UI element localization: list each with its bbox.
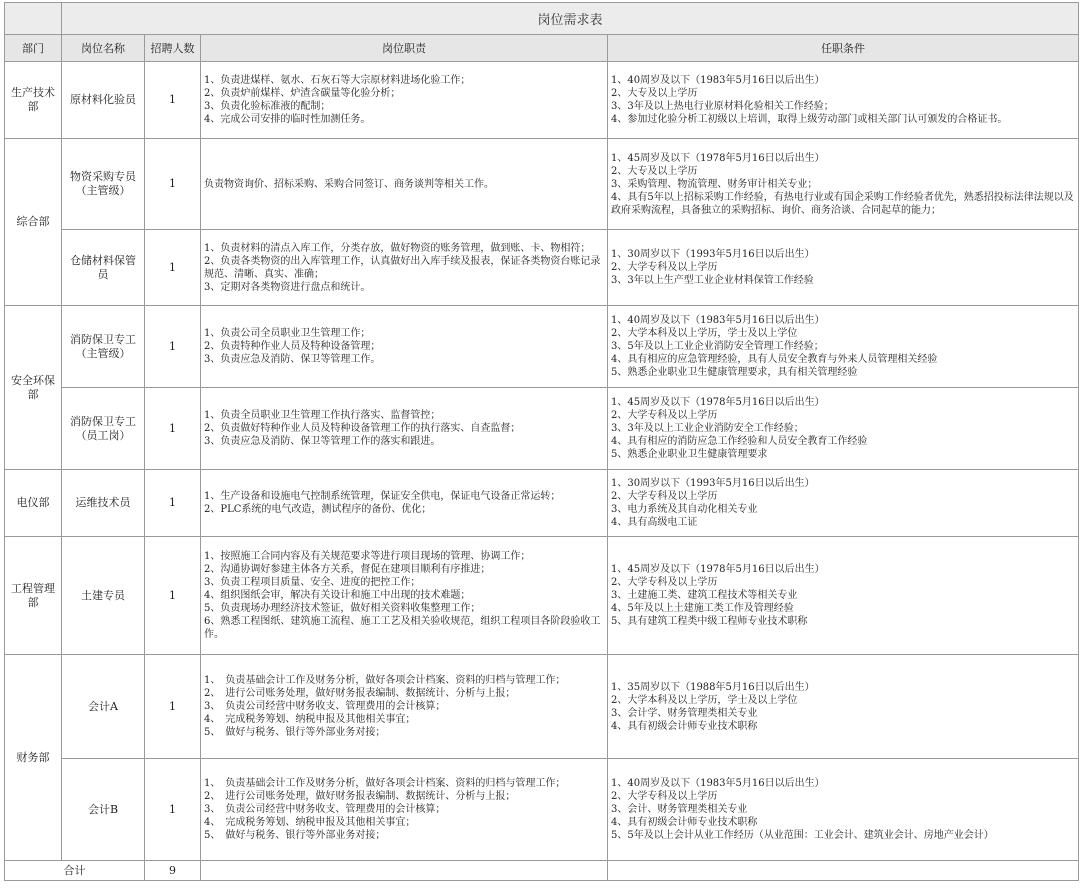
- dept-cell[interactable]: 工程管理部: [5, 537, 62, 655]
- duty-line: 3、 负责公司经营中财务收支、管理费用的会计核算；: [204, 701, 446, 712]
- requirement-line: 4、具有高级电工证: [611, 517, 698, 528]
- requirements-cell[interactable]: [608, 139, 1079, 230]
- requirement-line: 1、40周岁及以下（1983年5月16日以后出生）: [611, 778, 825, 789]
- position-cell[interactable]: 消防保卫专工（主管级）: [62, 306, 145, 388]
- duty-line: 5、负责现场办理经济技术签证，做好相关资料收集整理工作；: [204, 603, 481, 614]
- total-empty-cell[interactable]: [201, 861, 608, 881]
- duty-line: 2、负责炉前煤样、炉渣含碳量等化验分析；: [204, 88, 401, 99]
- table-row: [5, 470, 1079, 537]
- requirement-line: 4、具有相应的应急管理经验，具有人员安全教育与外来人员管理相关经验: [611, 354, 938, 365]
- requirement-line: 2、大专及以上学历: [611, 88, 698, 99]
- requirement-line: 4、参加过化验分析工初级以上培训，取得上级劳动部门或相关部门认可颁发的合格证书。: [611, 114, 1008, 125]
- total-row: [5, 861, 1079, 881]
- requirement-line: 2、大学专科及以上学历: [611, 410, 718, 421]
- table-row: [5, 759, 1079, 861]
- requirement-line: 4、具有初级会计师专业技术职称: [611, 720, 758, 732]
- requirement-line: 3、电力系统及其自动化相关专业: [611, 504, 758, 515]
- duty-line: 3、负责应急及消防、保卫等管理工作。: [204, 354, 381, 365]
- duty-line: 1、负责全员职业卫生管理工作执行落实、监督管控；: [204, 410, 441, 421]
- requirement-line: 3、3年及以上工业企业消防安全工作经验；: [611, 423, 804, 434]
- position-cell[interactable]: 原材料化验员: [62, 62, 145, 139]
- position-cell[interactable]: 仓储材料保管员: [62, 230, 145, 306]
- duty-line: 2、PLC系统的电气改造，测试程序的备份、优化；: [204, 504, 432, 515]
- duty-line: 2、 进行公司账务处理，做好财务报表编制、数据统计、分析与上报；: [204, 791, 516, 802]
- requirement-line: 4、5年及以上土建施工类工作及管理经验: [611, 603, 794, 614]
- duty-line: 2、 进行公司账务处理，做好财务报表编制、数据统计、分析与上报；: [204, 688, 516, 699]
- duty-line: 3、负责工程项目质量、安全、进度的把控工作；: [204, 577, 421, 588]
- dept-cell[interactable]: 安全环保部: [5, 306, 62, 470]
- requirement-line: 2、大专及以上学历: [611, 165, 698, 177]
- duties-cell[interactable]: [201, 759, 608, 861]
- requirement-line: 1、40周岁及以下（1983年5月16日以后出生）: [611, 75, 825, 86]
- table-row: [5, 537, 1079, 655]
- total-empty-cell[interactable]: [608, 861, 1079, 881]
- requirement-line: 4、具有相应的消防应急工作经验和人员安全教育工作经验: [611, 436, 868, 447]
- position-cell[interactable]: 消防保卫专工（员工岗）: [62, 388, 145, 470]
- requirement-line: 3、3年及以上热电行业原材料化验相关工作经验；: [611, 101, 834, 112]
- duty-line: 1、生产设备和设施电气控制系统管理，保证安全供电，保证电气设备正常运转；: [204, 491, 561, 502]
- title-blank-cell[interactable]: [5, 3, 62, 35]
- requirement-line: 1、45周岁及以下（1978年5月16日以后出生）: [611, 152, 825, 164]
- dept-cell[interactable]: 电仪部: [5, 470, 62, 537]
- duty-line: 3、定期对各类物资进行盘点和统计。: [204, 281, 371, 293]
- dept-cell[interactable]: 财务部: [5, 655, 62, 861]
- duties-cell[interactable]: [201, 388, 608, 470]
- count-cell[interactable]: 1: [145, 655, 201, 759]
- requirement-line: 3、会计、财务管理类相关专业: [611, 804, 748, 815]
- duty-line: 2、负责做好特种作业人员及特种设备管理工作的执行落实、自查监督；: [204, 423, 521, 434]
- duty-line: 1、 负责基础会计工作及财务分析，做好各项会计档案、资料的归档与管理工作；: [204, 675, 566, 686]
- duty-line: 1、负责材料的清点入库工作，分类存放，做好物资的账务管理，做到账、卡、物相符；: [204, 242, 591, 254]
- count-cell[interactable]: 1: [145, 230, 201, 306]
- requirement-line: 5、熟悉企业职业卫生健康管理要求，具有相关管理经验: [611, 367, 858, 378]
- duty-line: 2、负责特种作业人员及特种设备管理；: [204, 341, 381, 352]
- requirements-cell[interactable]: [608, 388, 1079, 470]
- requirement-line: 1、30周岁以下（1993年5月16日以后出生）: [611, 478, 815, 489]
- requirement-line: 2、大学专科及以上学历: [611, 491, 718, 502]
- header-requirements[interactable]: 任职条件: [608, 35, 1079, 62]
- duties-cell[interactable]: [201, 230, 608, 306]
- requirement-line: 1、30周岁以下（1993年5月16日以后出生）: [611, 249, 815, 260]
- table-row: [5, 139, 1079, 230]
- count-cell[interactable]: 1: [145, 306, 201, 388]
- header-duties[interactable]: 岗位职责: [201, 35, 608, 62]
- requirements-cell[interactable]: [608, 470, 1079, 537]
- duty-line: 4、组织图纸会审，解决有关设计和施工中出现的技术难题；: [204, 590, 471, 601]
- table-row: [5, 388, 1079, 470]
- total-count-cell[interactable]: 9: [145, 861, 201, 881]
- count-cell[interactable]: 1: [145, 759, 201, 861]
- requirement-line: 1、45周岁及以下（1978年5月16日以后出生）: [611, 564, 825, 575]
- duty-line: 3、负责应急及消防、保卫等管理工作的落实和跟进。: [204, 436, 441, 447]
- job-requirements-table: [4, 2, 1079, 881]
- requirement-line: 2、大学专科及以上学历: [611, 262, 718, 273]
- position-cell[interactable]: 会计B: [62, 759, 145, 861]
- dept-cell[interactable]: 综合部: [5, 139, 62, 306]
- requirement-line: 1、35周岁以下（1988年5月16日以后出生）: [611, 681, 815, 693]
- requirements-cell[interactable]: [608, 537, 1079, 655]
- duty-line: 3、 负责公司经营中财务收支、管理费用的会计核算；: [204, 804, 446, 815]
- count-cell[interactable]: 1: [145, 470, 201, 537]
- duty-line: 1、按照施工合同内容及有关规范要求等进行项目现场的管理、协调工作；: [204, 551, 531, 562]
- duty-line: 2、沟通协调好参建主体各方关系，督促在建项目顺利有序推进；: [204, 564, 491, 575]
- count-cell[interactable]: 1: [145, 537, 201, 655]
- duties-cell[interactable]: [201, 62, 608, 139]
- requirement-line: 4、具有初级会计师专业技术职称: [611, 817, 758, 828]
- requirements-cell[interactable]: [608, 655, 1079, 759]
- count-cell[interactable]: 1: [145, 62, 201, 139]
- header-dept[interactable]: 部门: [5, 35, 62, 62]
- requirement-line: 3、5年及以上工业企业消防安全管理工作经验；: [611, 341, 824, 352]
- position-cell[interactable]: 会计A: [62, 655, 145, 759]
- duties-cell[interactable]: [201, 306, 608, 388]
- duties-cell[interactable]: [201, 655, 608, 759]
- requirements-cell[interactable]: [608, 62, 1079, 139]
- header-count[interactable]: 招聘人数: [145, 35, 201, 62]
- dept-cell[interactable]: 生产技术部: [5, 62, 62, 139]
- table-row: [5, 655, 1079, 759]
- requirements-cell[interactable]: [608, 759, 1079, 861]
- requirement-line: 3、土建施工类、建筑工程技术等相关专业: [611, 590, 798, 601]
- duty-line: 3、负责化验标准液的配制；: [204, 101, 331, 112]
- duty-line: 4、完成公司安排的临时性加测任务。: [204, 114, 371, 125]
- requirement-line: 5、熟悉企业职业卫生健康管理要求: [611, 449, 768, 460]
- duties-cell[interactable]: [201, 139, 608, 230]
- duty-line: 5、 做好与税务、银行等外部业务对接；: [204, 727, 386, 738]
- duty-line: 1、负责进煤样、氨水、石灰石等大宗原材料进场化验工作；: [204, 75, 471, 86]
- duty-line: 1、 负责基础会计工作及财务分析，做好各项会计档案、资料的归档与管理工作；: [204, 778, 566, 789]
- duty-line: 4、 完成税务筹划、纳税申报及其他相关事宜；: [204, 714, 416, 725]
- position-cell[interactable]: 物资采购专员（主管级）: [62, 139, 145, 230]
- table-row: [5, 230, 1079, 306]
- requirement-line: 5、具有建筑工程类中级工程师专业技术职称: [611, 616, 808, 627]
- table-title[interactable]: 岗位需求表: [62, 3, 1079, 35]
- duty-line: 6、熟悉工程图纸、建筑施工流程、施工工艺及相关验收规范，组织工程项目各阶段验收工作。: [204, 616, 601, 640]
- position-cell[interactable]: 运维技术员: [62, 470, 145, 537]
- requirement-line: 3、采购管理、物流管理、财务审计相关专业；: [611, 178, 818, 190]
- requirement-line: 2、大学本科及以上学历，学士及以上学位: [611, 694, 798, 706]
- duty-line: 1、负责公司全员职业卫生管理工作；: [204, 328, 371, 339]
- requirement-line: 1、45周岁及以下（1978年5月16日以后出生）: [611, 397, 825, 408]
- table-row: [5, 62, 1079, 139]
- table-row: [5, 306, 1079, 388]
- position-cell[interactable]: 土建专员: [62, 537, 145, 655]
- duty-line: 2、负责各类物资的出入库管理工作，认真做好出入库手续及报表，保证各类物资台账记录规范、清晰、真实、准确；: [204, 255, 601, 280]
- requirement-line: 3、会计学、财务管理类相关专业: [611, 707, 758, 719]
- requirement-line: 3、3年以上生产型工业企业材料保管工作经验: [611, 275, 814, 286]
- duty-line: 4、 完成税务筹划、纳税申报及其他相关事宜；: [204, 817, 416, 828]
- requirements-cell[interactable]: [608, 306, 1079, 388]
- requirement-line: 2、大学专科及以上学历: [611, 791, 718, 802]
- requirement-line: 1、40周岁及以下（1983年5月16日以后出生）: [611, 315, 825, 326]
- duties-cell[interactable]: [201, 470, 608, 537]
- requirement-line: 2、大学本科及以上学历，学士及以上学位: [611, 328, 798, 339]
- duties-cell[interactable]: [201, 537, 608, 655]
- requirements-cell[interactable]: [608, 230, 1079, 306]
- requirement-line: 2、大学专科及以上学历: [611, 577, 718, 588]
- duty-line: 负责物资询价、招标采购、采购合同签订、商务谈判等相关工作。: [204, 178, 494, 190]
- count-cell[interactable]: 1: [145, 139, 201, 230]
- requirement-line: 4、具有5年以上招标采购工作经验，有热电行业或有国企采购工作经验者优先，熟悉招投标法律法规以及政府采购流程，具备独立的采购招标、询价、商务洽谈、合同起草的能力；: [611, 191, 1074, 216]
- requirement-line: 5、5年及以上会计从业工作经历（从业范围：工业会计、建筑业会计、房地产业会计）: [611, 830, 994, 841]
- total-label-cell[interactable]: 合计: [5, 861, 145, 881]
- count-cell[interactable]: 1: [145, 388, 201, 470]
- header-position[interactable]: 岗位名称: [62, 35, 145, 62]
- duty-line: 5、 做好与税务、银行等外部业务对接；: [204, 830, 386, 841]
